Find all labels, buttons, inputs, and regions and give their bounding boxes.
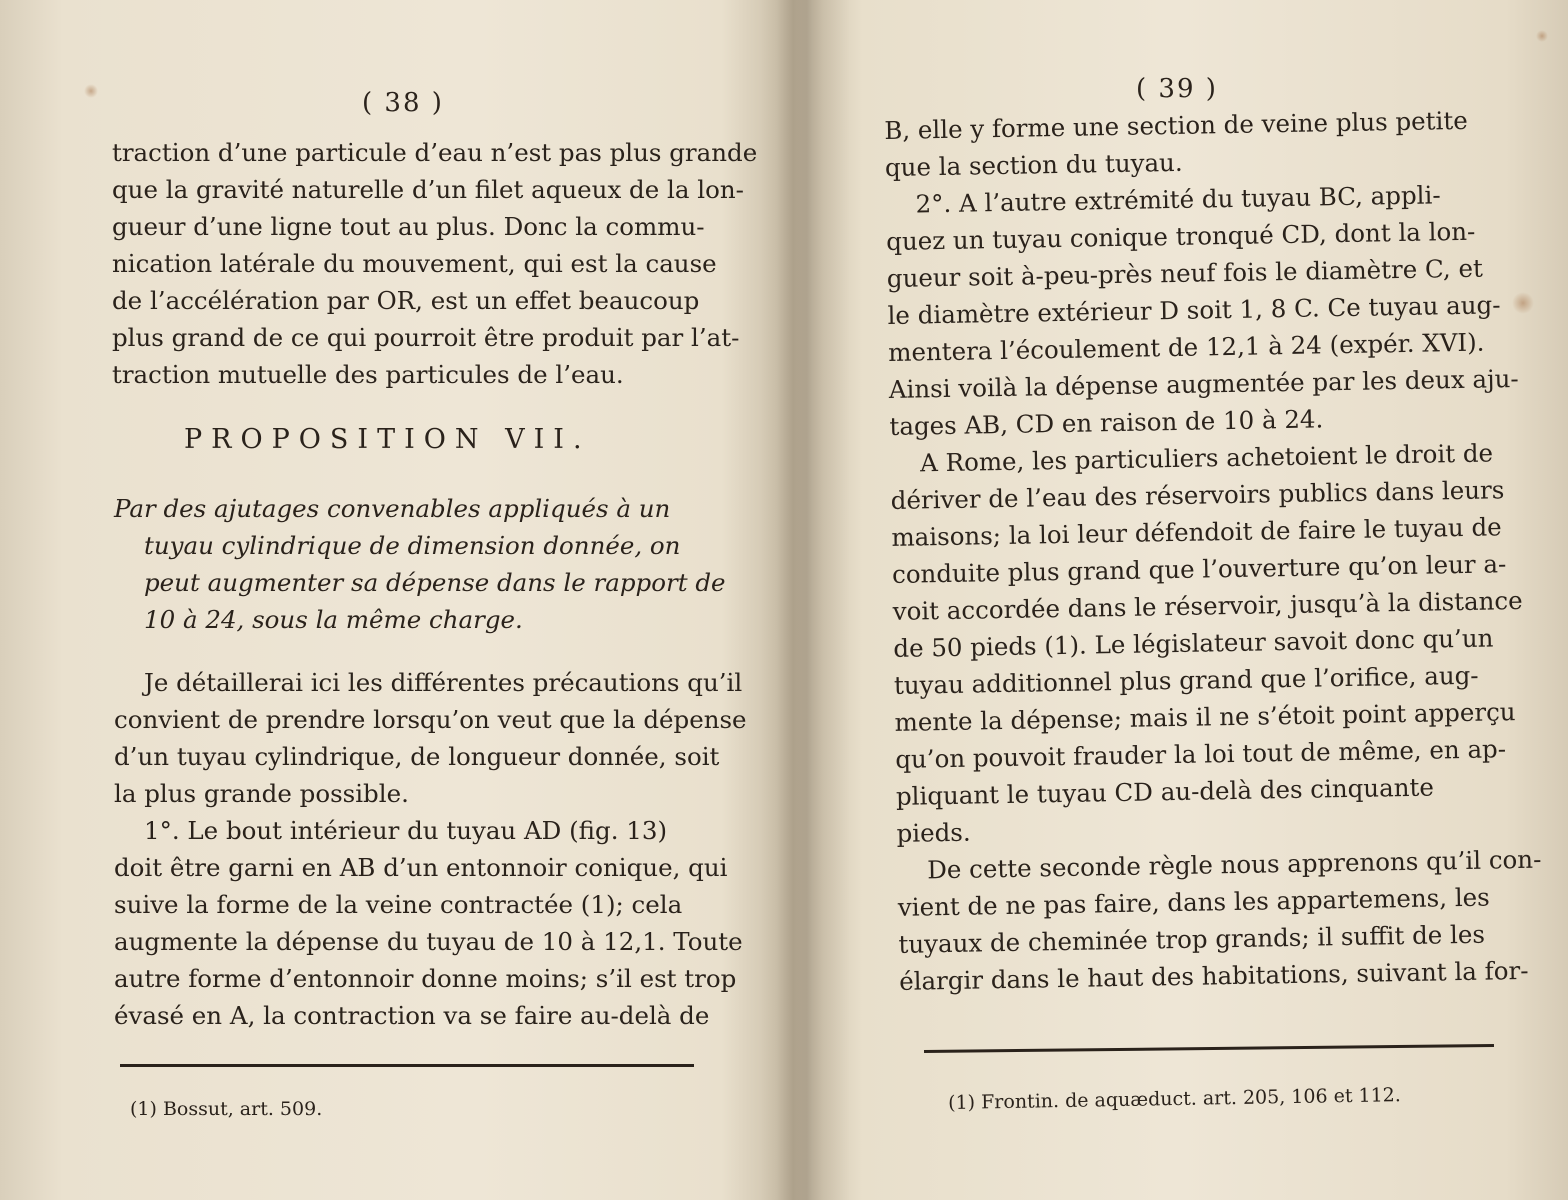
text-line: que la gravité naturelle d’un filet aqueux de la lon- (112, 175, 744, 204)
right-page (784, 0, 1568, 1200)
body-paragraphs (114, 664, 747, 1034)
text-line: tuyau cylindrique de dimension donnée, on (144, 531, 681, 560)
page-text (884, 101, 1542, 1000)
text-line: tuyau additionnel plus grand que l’orifice, aug- (893, 660, 1479, 700)
text-line: évasé en A, la contraction va se faire au-delà de (114, 1001, 710, 1030)
text-line: dériver de l’eau des réservoirs publics dans leurs (890, 475, 1505, 515)
text-line: qu’on pouvoit frauder la loi tout de même, en ap- (895, 734, 1507, 774)
text-line: doit être garni en AB d’un entonnoir conique, qui (114, 853, 728, 882)
text-line: Je détaillerai ici les différentes précautions qu’il (144, 668, 743, 697)
footnote: (1) Bossut, art. 509. (130, 1098, 323, 1120)
text-line: mente la dépense; mais il ne s’étoit point apperçu (894, 697, 1516, 737)
text-line: pliquant le tuyau CD au-delà des cinquante (895, 772, 1435, 811)
text-line: de l’accélération par OR, est un effet beaucoup (112, 286, 700, 315)
text-line: maisons; la loi leur défendoit de faire le tuyau de (891, 512, 1502, 552)
text-line: gueur soit à-peu-près neuf fois le diamètre C, et (886, 253, 1484, 293)
text-line: de 50 pieds (1). Le législateur savoit donc qu’un (893, 623, 1494, 663)
footnote-divider (924, 1044, 1494, 1053)
page-number: ( 39 ) (1136, 74, 1218, 104)
text-line: plus grand de ce qui pourroit être produit par l’at- (112, 323, 740, 352)
text-line: De cette seconde règle nous apprenons qu’il con- (926, 844, 1542, 885)
text-line: peut augmenter sa dépense dans le rapport de (144, 568, 726, 597)
text-line: Ainsi voilà la dépense augmentée par les deux aju- (888, 363, 1519, 404)
text-line: 10 à 24, sous la même charge. (144, 605, 523, 634)
text-line: d’un tuyau cylindrique, de longueur donnée, soit (114, 742, 720, 771)
text-line: voit accordée dans le réservoir, jusqu’à la distance (892, 585, 1523, 626)
text-line: le diamètre extérieur D soit 1, 8 C. Ce tuyau aug- (887, 290, 1501, 330)
page-number: ( 38 ) (362, 88, 444, 118)
footnote: (1) Frontin. de aquæduct. art. 205, 106 et 112. (948, 1084, 1402, 1114)
opening-paragraph (112, 134, 758, 393)
text-line: tages AB, CD en raison de 10 à 24. (889, 404, 1324, 441)
text-line: que la section du tuyau. (884, 147, 1183, 182)
text-line: A Rome, les particuliers achetoient le droit de (919, 438, 1494, 478)
text-line: Par des ajutages convenables appliqués à un (114, 494, 671, 523)
text-line: 1°. Le bout intérieur du tuyau AD (fig. 13) (144, 816, 668, 845)
text-line: suive la forme de la veine contractée (1); cela (114, 890, 683, 919)
footnote-divider (120, 1064, 694, 1067)
text-line: mentera l’écoulement de 12,1 à 24 (expér. XVI). (887, 327, 1485, 367)
text-line: traction mutuelle des particules de l’eau. (112, 360, 624, 389)
text-line: la plus grande possible. (114, 779, 409, 808)
text-line: pieds. (896, 817, 971, 848)
text-line: quez un tuyau conique tronqué CD, dont la lon- (886, 216, 1476, 256)
text-line: traction d’une particule d’eau n’est pas plus grande (112, 138, 758, 167)
text-line: élargir dans le haut des habitations, suivant la for- (898, 955, 1529, 996)
text-line: convient de prendre lorsqu’on veut que la dépense (114, 705, 747, 734)
text-line: 2°. A l’autre extrémité du tuyau BC, appli- (915, 180, 1441, 219)
text-line: gueur d’une ligne tout au plus. Donc la commu- (112, 212, 705, 241)
proposition-heading: PROPOSITION VII. (184, 424, 591, 455)
proposition-statement (114, 490, 726, 638)
text-line: nication latérale du mouvement, qui est la cause (112, 249, 717, 278)
text-line: conduite plus grand que l’ouverture qu’on leur a- (891, 549, 1507, 589)
text-line: tuyaux de cheminée trop grands; il suffit de les (898, 919, 1486, 959)
text-line: autre forme d’entonnoir donne moins; s’il est trop (114, 964, 737, 993)
text-line: augmente la dépense du tuyau de 10 à 12,1. Toute (114, 927, 743, 956)
text-line: B, elle y forme une section de veine plus petite (884, 105, 1468, 145)
text-line: vient de ne pas faire, dans les appartemens, les (897, 882, 1490, 922)
